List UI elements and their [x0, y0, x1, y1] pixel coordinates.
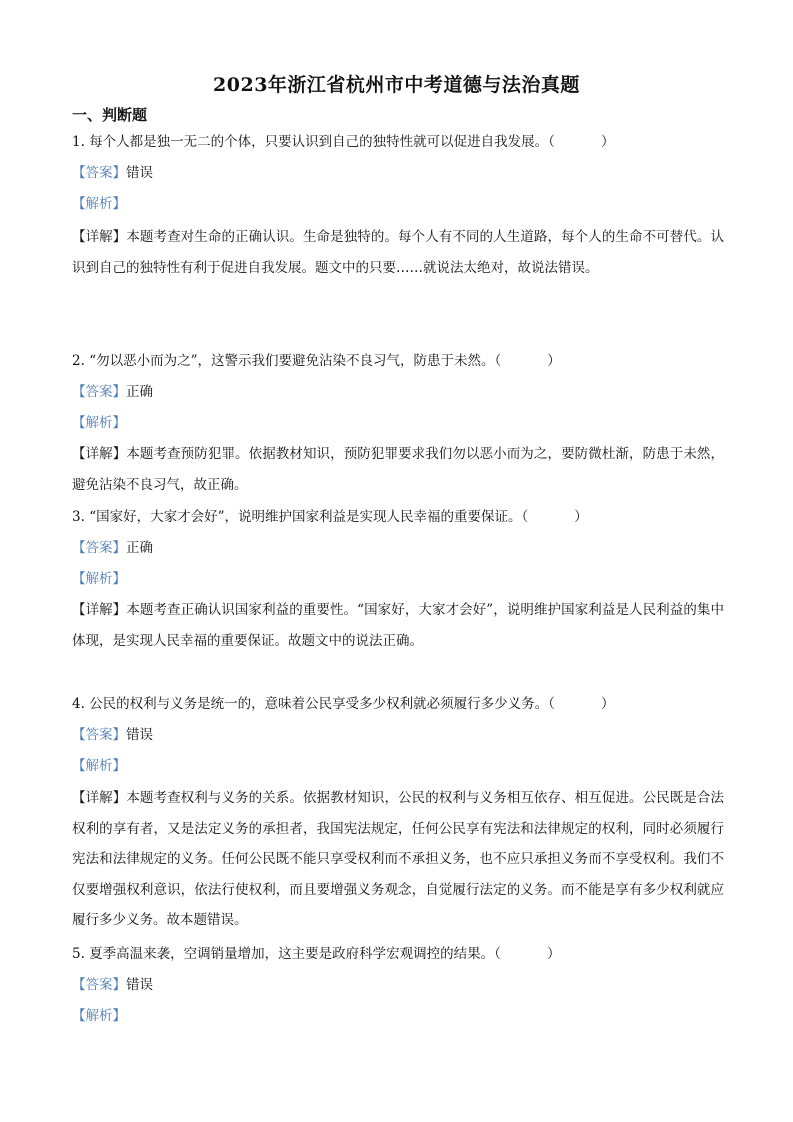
detail-label: 【详解】 — [72, 446, 127, 462]
answer-label: 【答案】 — [72, 384, 126, 400]
question-1-analysis-label — [72, 196, 126, 212]
question-2-answer: 【答案】正确 — [72, 384, 153, 400]
question-4-stem: 4. 公民的权利与义务是统一的，意味着公民享受多少权利就必须履行多少义务。（ ） — [72, 696, 615, 712]
page-title: 2023年浙江省杭州市中考道德与法治真题 — [213, 74, 580, 96]
question-3-detail: 【详解】本题考查正确认识国家利益的重要性。“国家好，大家才会好”，说明维护国家利益是人民利益的集中体现，是实现人民幸福的重要保证。故题文中的说法正确。 — [72, 602, 724, 649]
question-5-answer: 【答案】错误 — [72, 977, 153, 993]
question-3-stem: 3. “国家好，大家才会好”，说明维护国家利益是实现人民幸福的重要保证。（ ） — [72, 509, 588, 525]
question-3-analysis-label — [72, 571, 126, 587]
question-5-stem: 5. 夏季高温来袭，空调销量增加，这主要是政府科学宏观调控的结果。（ ） — [72, 946, 561, 962]
detail-label: 【详解】 — [72, 790, 127, 806]
question-2-detail: 【详解】本题考查预防犯罪。依据教材知识，预防犯罪要求我们勿以恶小而为之，要防微杜渐，防患于未然，避免沾染不良习气，故正确。 — [72, 446, 725, 493]
analysis-label: 【解析】 — [72, 758, 126, 774]
answer-label: 【答案】 — [72, 977, 126, 993]
question-5-analysis-label — [72, 1008, 126, 1024]
question-1-stem: 1. 每个人都是独一无二的个体，只要认识到自己的独特性就可以促进自我发展。（ ） — [72, 134, 615, 150]
analysis-label: 【解析】 — [72, 415, 126, 431]
analysis-label: 【解析】 — [72, 571, 126, 587]
section-heading: 一、判断题 — [72, 106, 148, 124]
question-2-analysis-label — [72, 415, 126, 431]
analysis-label: 【解析】 — [72, 196, 126, 212]
question-4-detail: 【详解】本题考查权利与义务的关系。依据教材知识，公民的权利与义务相互依存、相互促进。公民既是合法权利的享有者，又是法定义务的承担者，我国宪法规定，任何公民享有宪法和法律规定的权利，同时必须履行宪法和法律规定的义务。任何公民既不能只享受权利而不承担义务，也不应只承担义务而不享受权利。我们不仅要增强权利意识，依法行使权利，而且要增强义务观念，自觉履行法定的义务。而不能是享有多少权利就应履行多少义务。故本题错误。 — [72, 790, 725, 928]
analysis-label: 【解析】 — [72, 1008, 126, 1024]
detail-label: 【详解】 — [72, 602, 127, 618]
detail-label: 【详解】 — [72, 229, 127, 245]
question-1-answer: 【答案】错误 — [72, 165, 153, 181]
question-4-analysis-label — [72, 758, 126, 774]
question-2-stem: 2. “勿以恶小而为之”，这警示我们要避免沾染不良习气，防患于未然。（ ） — [72, 353, 561, 369]
question-4-answer: 【答案】错误 — [72, 727, 153, 743]
answer-label: 【答案】 — [72, 165, 126, 181]
answer-label: 【答案】 — [72, 540, 126, 556]
question-1-detail: 【详解】本题考查对生命的正确认识。生命是独特的。每个人有不同的人生道路，每个人的生命不可替代。认识到自己的独特性有利于促进自我发展。题文中的只要……就说法太绝对，故说法错误。 — [72, 229, 725, 276]
answer-label: 【答案】 — [72, 727, 126, 743]
question-3-answer: 【答案】正确 — [72, 540, 153, 556]
